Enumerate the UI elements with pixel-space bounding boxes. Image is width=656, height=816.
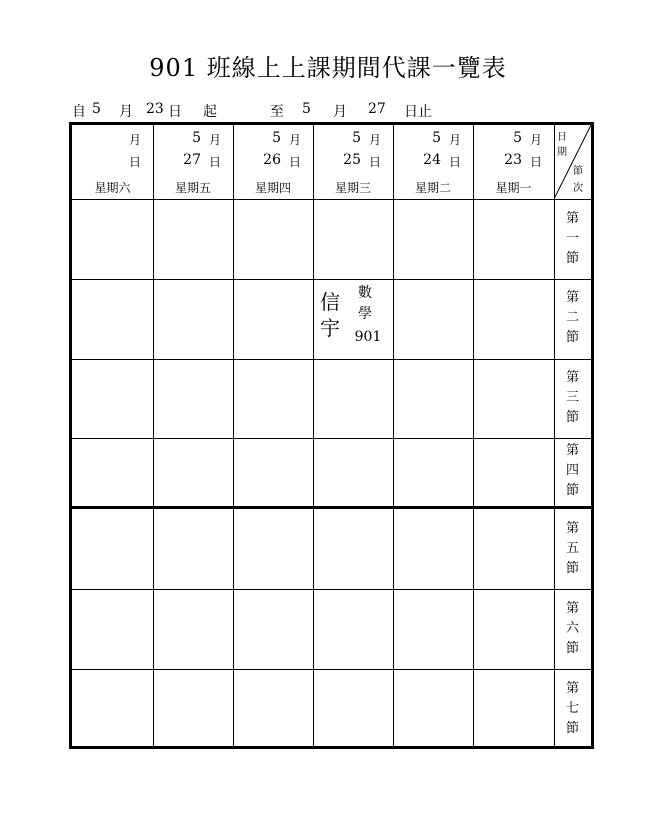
period-label-5 xyxy=(554,519,591,579)
period-label-6 xyxy=(554,599,591,659)
range-to-month: 5 xyxy=(302,101,311,117)
period-label-2 xyxy=(554,288,591,348)
range-from-month: 5 xyxy=(92,101,101,117)
day-label: 日 xyxy=(368,155,381,169)
period-text: 第二節 xyxy=(565,290,579,345)
header-col-thu xyxy=(233,125,313,199)
period-text: 第五節 xyxy=(565,521,579,576)
range-month-char-2: 月 xyxy=(333,104,347,120)
period-label-1 xyxy=(554,209,591,269)
day-label: 日 xyxy=(529,155,542,169)
day-label: 日 xyxy=(448,155,461,169)
day-label: 日 xyxy=(128,155,141,169)
period-text: 第四節 xyxy=(565,443,579,498)
header-month: 5 xyxy=(192,130,201,146)
page-title: 901 班線上上課期間代課一覽表 xyxy=(149,54,507,82)
period-label-7 xyxy=(554,679,591,739)
header-month: 5 xyxy=(272,130,281,146)
month-label: 月 xyxy=(288,133,301,147)
weekday-label: 星期三 xyxy=(334,181,371,195)
weekday-label: 星期五 xyxy=(174,181,211,195)
corner-date-1: 日 xyxy=(557,132,567,143)
range-day-char-1: 日 xyxy=(168,104,182,120)
range-start-word: 起 xyxy=(203,104,217,120)
schedule-table xyxy=(69,122,594,749)
header-col-sat xyxy=(72,125,153,199)
period-text: 第一節 xyxy=(565,211,579,266)
month-label: 月 xyxy=(368,133,381,147)
header-day: 26 xyxy=(263,152,281,168)
period-label-3 xyxy=(554,368,591,428)
header-col-mon xyxy=(473,125,554,199)
header-day: 25 xyxy=(343,152,361,168)
range-end-word: 日止 xyxy=(404,104,432,120)
header-day: 27 xyxy=(183,152,201,168)
header-day: 23 xyxy=(504,152,522,168)
range-month-char-1: 月 xyxy=(119,104,133,120)
period-text: 第三節 xyxy=(565,370,579,425)
header-month: 5 xyxy=(432,130,441,146)
entry-teacher: 信宇 xyxy=(320,290,340,340)
weekday-label: 星期二 xyxy=(414,181,451,195)
header-month: 5 xyxy=(352,130,361,146)
period-label-4 xyxy=(554,441,591,501)
range-to-day: 27 xyxy=(368,101,386,117)
corner-date-2: 期 xyxy=(557,147,567,158)
weekday-label: 星期六 xyxy=(94,181,131,195)
weekday-label: 星期四 xyxy=(254,181,291,195)
month-label: 月 xyxy=(529,133,542,147)
month-label: 月 xyxy=(448,133,461,147)
header-month: 5 xyxy=(513,130,522,146)
entry-subject: 數學 xyxy=(358,285,372,322)
corner-period-1: 節 xyxy=(573,166,583,177)
range-from-day: 23 xyxy=(146,101,164,117)
weekday-label: 星期一 xyxy=(495,181,532,195)
month-label: 月 xyxy=(208,133,221,147)
period-text: 第七節 xyxy=(565,681,579,736)
range-from-prefix: 自 xyxy=(72,104,86,120)
header-col-wed xyxy=(313,125,393,199)
day-label: 日 xyxy=(208,155,221,169)
period-text: 第六節 xyxy=(565,601,579,656)
corner-period-2: 次 xyxy=(573,183,583,194)
header-col-tue xyxy=(393,125,473,199)
month-label: 月 xyxy=(128,133,141,147)
header-col-fri xyxy=(153,125,233,199)
corner-cell xyxy=(554,125,591,199)
day-label: 日 xyxy=(288,155,301,169)
range-to-prefix: 至 xyxy=(270,104,284,120)
header-day: 24 xyxy=(423,152,441,168)
entry-class: 901 xyxy=(354,329,382,345)
